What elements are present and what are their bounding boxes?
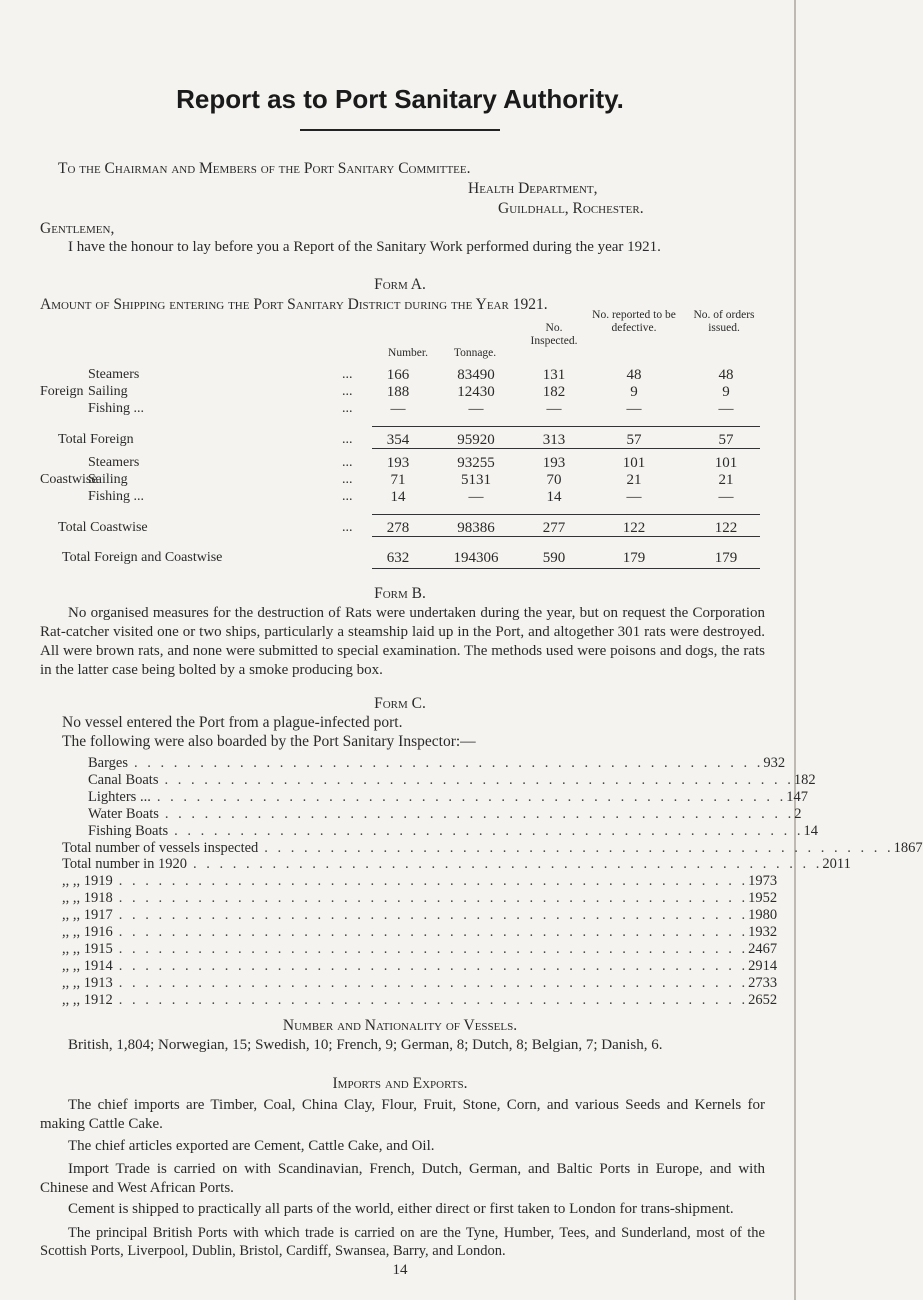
boarded-list-item [88, 771, 816, 789]
row-label: Fishing ... [88, 489, 145, 504]
cell-orders: 57 [718, 432, 734, 448]
boarded-list-item [62, 940, 778, 958]
item-value: 2914 [748, 957, 778, 974]
form-c-line2: The following were also boarded by the Port Sanitary Inspector:— [62, 733, 476, 750]
intro-paragraph: I have the honour to lay before you a Report of the Sanitary Work performed during the year 1921. [68, 239, 661, 255]
page-number: 14 [392, 1262, 408, 1278]
cell-tonnage: 95920 [457, 432, 495, 448]
imports-heading: Imports and Exports. [332, 1075, 468, 1092]
form-a-heading: Form A. [374, 276, 426, 293]
item-label: ,, ,, 1914 [62, 957, 113, 974]
form-c-line1: No vessel entered the Port from a plague-infected port. [62, 714, 403, 731]
cell-tonnage: — [468, 489, 484, 505]
leader-dots: . . . . . . . . . . . . . . . . . . . . . . . . . . . . . . . . . . . . . . . . . . . . . . . . [118, 991, 749, 1008]
cell-defective: 48 [626, 367, 642, 383]
cell-defective: 179 [622, 550, 646, 566]
rule-grand-bottom [372, 568, 760, 569]
item-label: Barges [88, 755, 129, 771]
boarded-list-item [62, 856, 851, 873]
header-number: Number. [388, 347, 428, 359]
row-dots: ... [342, 520, 353, 535]
imports-p5: The principal British Ports with which trade is carried on are the Tyne, Humber, Tees, and Sunderland, most of the Scottish Ports, Liverpool, Dublin, Bristol, Cardiff, Swansea, Barry, and London. [40, 1225, 765, 1259]
item-value: 147 [786, 788, 808, 805]
cell-tonnage: 83490 [457, 367, 495, 383]
item-label: ,, ,, 1919 [62, 873, 113, 890]
form-b-text: No organised measures for the destruction of Rats were undertaken during the year, but on request the Corporation Rat-catcher visited one or two ships, particularly a steamship laid up in the Port, and altogether 301 rats were destroyed. All were brown rats, and none were submitted to special examination. The methods used were poisons and dogs, the rats in the latter case being bolted by a smoke producing box. [40, 605, 765, 678]
imports-p3: Import Trade is carried on with Scandinavian, French, Dutch, German, and Baltic Ports in Europe, and with Chinese and West African Ports. [40, 1161, 765, 1196]
boarded-list-item [62, 924, 778, 941]
header-inspected: No. Inspected. [530, 322, 578, 347]
cell-number: 71 [390, 472, 406, 488]
nationality-heading: Number and Nationality of Vessels. [282, 1017, 518, 1034]
cell-inspected: 590 [542, 550, 566, 566]
item-label: Fishing Boats [88, 822, 169, 839]
row-label: Sailing [88, 472, 128, 487]
item-value: 2652 [748, 991, 778, 1008]
row-label: Total Coastwise [58, 520, 148, 535]
cell-orders: 48 [718, 367, 734, 383]
form-c-heading: Form C. [374, 695, 426, 712]
form-b-heading: Form B. [374, 585, 426, 602]
cell-orders: 21 [718, 472, 734, 488]
imports-p2: The chief articles exported are Cement, Cattle Cake, and Oil. [68, 1138, 435, 1154]
cell-defective: 101 [622, 455, 646, 471]
cell-orders: 179 [714, 550, 738, 566]
boarded-list-item [62, 873, 778, 890]
leader-dots: . . . . . . . . . . . . . . . . . . . . . . . . . . . . . . . . . . . . . . . . . . . . . . . . [164, 771, 794, 788]
item-value: 2467 [748, 940, 778, 957]
address-place: Guildhall, Rochester. [498, 200, 644, 217]
item-label: ,, ,, 1918 [62, 890, 113, 907]
boarded-list-item [62, 907, 778, 924]
boarded-list-item [62, 991, 778, 1009]
cell-defective: 122 [622, 520, 646, 536]
leader-dots: . . . . . . . . . . . . . . . . . . . . . . . . . . . . . . . . . . . . . . . . . . . . . . . . [118, 940, 749, 957]
cell-inspected: 70 [546, 472, 562, 488]
cell-defective: — [626, 401, 642, 417]
leader-dots: . . . . . . . . . . . . . . . . . . . . . . . . . . . . . . . . . . . . . . . . . . . . . . . . [118, 957, 749, 974]
item-label: Total number in 1920 [62, 856, 188, 873]
item-value: 1867 [893, 839, 923, 856]
leader-dots: . . . . . . . . . . . . . . . . . . . . . . . . . . . . . . . . . . . . . . . . . . . . . . . . [156, 788, 787, 805]
item-value: 1952 [748, 890, 778, 907]
row-label: Steamers [88, 367, 140, 382]
boarded-list-item [88, 788, 808, 806]
item-value: 1932 [748, 924, 778, 940]
cell-number: 278 [386, 520, 410, 536]
rule-foreign-top [372, 426, 760, 427]
item-value: 14 [803, 822, 819, 839]
leader-dots: . . . . . . . . . . . . . . . . . . . . . . . . . . . . . . . . . . . . . . . . . . . . . . . . [118, 974, 749, 991]
boarded-list-item [62, 957, 778, 975]
row-label: Total Foreign and Coastwise [62, 550, 223, 565]
leader-dots: . . . . . . . . . . . . . . . . . . . . . . . . . . . . . . . . . . . . . . . . . . . . . . . . [118, 873, 749, 890]
header-defective: No. reported to be defective. [592, 309, 676, 334]
cell-inspected: 182 [542, 384, 566, 400]
address-dept: Health Department, [468, 180, 598, 197]
title-underline [300, 129, 500, 131]
cell-inspected: — [546, 401, 562, 417]
item-label: Total number of vessels inspected [62, 839, 259, 856]
item-label: Water Boats [88, 805, 159, 822]
cell-number: 354 [386, 432, 410, 448]
item-value: 2733 [748, 974, 778, 991]
rule-foreign-bottom [372, 448, 760, 449]
row-label: Sailing [88, 384, 128, 399]
cell-number: 632 [386, 550, 410, 566]
item-value: 2011 [822, 856, 851, 873]
row-dots: ... [342, 384, 353, 399]
item-value: 182 [793, 771, 816, 788]
cell-inspected: 193 [542, 455, 566, 471]
leader-dots: . . . . . . . . . . . . . . . . . . . . . . . . . . . . . . . . . . . . . . . . . . . . . . . . [164, 805, 795, 822]
row-dots: ... [342, 367, 353, 382]
item-label: ,, ,, 1917 [62, 907, 113, 924]
cell-inspected: 131 [542, 367, 566, 383]
row-label: Steamers [88, 455, 140, 470]
header-orders: No. of orders issued. [693, 309, 755, 334]
item-label: ,, ,, 1912 [62, 991, 113, 1008]
cell-number: 14 [390, 489, 406, 505]
cell-defective: 21 [626, 472, 642, 488]
leader-dots: . . . . . . . . . . . . . . . . . . . . . . . . . . . . . . . . . . . . . . . . . . . . . . . . [193, 856, 823, 873]
cell-tonnage: — [468, 401, 484, 417]
nationality-text: British, 1,804; Norwegian, 15; Swedish, 10; French, 9; German, 8; Dutch, 8; Belgian, 7; Danish, 6. [68, 1037, 663, 1053]
cell-defective: 9 [630, 384, 638, 400]
leader-dots: . . . . . . . . . . . . . . . . . . . . . . . . . . . . . . . . . . . . . . . . . . . . . . . . [118, 924, 749, 940]
item-label: ,, ,, 1915 [62, 940, 113, 957]
item-label: Canal Boats [88, 771, 159, 788]
item-label: Lighters ... [88, 788, 151, 805]
row-dots: ... [342, 455, 353, 470]
boarded-list-item [88, 755, 786, 772]
cell-orders: 122 [714, 520, 738, 536]
cell-orders: — [718, 489, 734, 505]
imports-p1: The chief imports are Timber, Coal, China Clay, Flour, Fruit, Stone, Corn, and various Seeds and Kernels for making Cattle Cake. [40, 1097, 765, 1132]
cell-number: 188 [386, 384, 410, 400]
row-dots: ... [342, 489, 353, 504]
leader-dots: . . . . . . . . . . . . . . . . . . . . . . . . . . . . . . . . . . . . . . . . . . . . . . . . [118, 907, 749, 924]
rule-coastwise-bottom [372, 536, 760, 537]
cell-tonnage: 5131 [461, 472, 491, 488]
cell-number: 193 [386, 455, 410, 471]
leader-dots: . . . . . . . . . . . . . . . . . . . . . . . . . . . . . . . . . . . . . . . . . . . . . . . . [174, 822, 804, 839]
leader-dots: . . . . . . . . . . . . . . . . . . . . . . . . . . . . . . . . . . . . . . . . . . . . . . . . [264, 839, 894, 856]
address-to: To the Chairman and Members of the Port Sanitary Committee. [58, 160, 471, 177]
row-dots: ... [342, 401, 353, 416]
row-label: Fishing ... [88, 401, 145, 416]
cell-number: 166 [386, 367, 410, 383]
group-coastwise: Coastwise [40, 472, 98, 487]
page-edge [794, 0, 796, 1300]
row-dots: ... [342, 432, 353, 447]
cell-number: — [390, 401, 406, 417]
boarded-list-item [62, 974, 778, 992]
item-value: 932 [763, 755, 786, 771]
leader-dots: . . . . . . . . . . . . . . . . . . . . . . . . . . . . . . . . . . . . . . . . . . . . . . . . [118, 890, 749, 907]
cell-tonnage: 194306 [453, 550, 499, 566]
page-title: Report as to Port Sanitary Authority. [176, 84, 624, 114]
salutation: Gentlemen, [40, 220, 115, 237]
item-value: 1973 [748, 873, 778, 890]
cell-defective: 57 [626, 432, 642, 448]
cell-orders: 101 [714, 455, 738, 471]
item-label: ,, ,, 1913 [62, 974, 113, 991]
row-label: Total Foreign [58, 432, 134, 447]
cell-defective: — [626, 489, 642, 505]
form-a-subheading: Amount of Shipping entering the Port Sanitary District during the Year 1921. [40, 296, 548, 313]
group-foreign: Foreign [40, 384, 84, 399]
leader-dots: . . . . . . . . . . . . . . . . . . . . . . . . . . . . . . . . . . . . . . . . . . . . . . . . [134, 755, 764, 771]
cell-inspected: 14 [546, 489, 562, 505]
cell-orders: 9 [722, 384, 730, 400]
item-value: 2 [794, 805, 802, 822]
cell-inspected: 313 [542, 432, 566, 448]
imports-p4: Cement is shipped to practically all parts of the world, either direct or first taken to London for trans-shipment. [68, 1201, 734, 1217]
boarded-list-item [88, 805, 802, 823]
item-label: ,, ,, 1916 [62, 924, 113, 940]
boarded-list-item [88, 822, 819, 840]
cell-tonnage: 93255 [457, 455, 495, 471]
cell-orders: — [718, 401, 734, 417]
boarded-list-item [62, 839, 923, 857]
cell-tonnage: 98386 [457, 520, 495, 536]
cell-inspected: 277 [542, 520, 566, 536]
header-tonnage: Tonnage. [453, 347, 497, 359]
rule-coastwise-top [372, 514, 760, 515]
boarded-list-item [62, 890, 778, 907]
item-value: 1980 [748, 907, 778, 924]
row-dots: ... [342, 472, 353, 487]
cell-tonnage: 12430 [457, 384, 495, 400]
